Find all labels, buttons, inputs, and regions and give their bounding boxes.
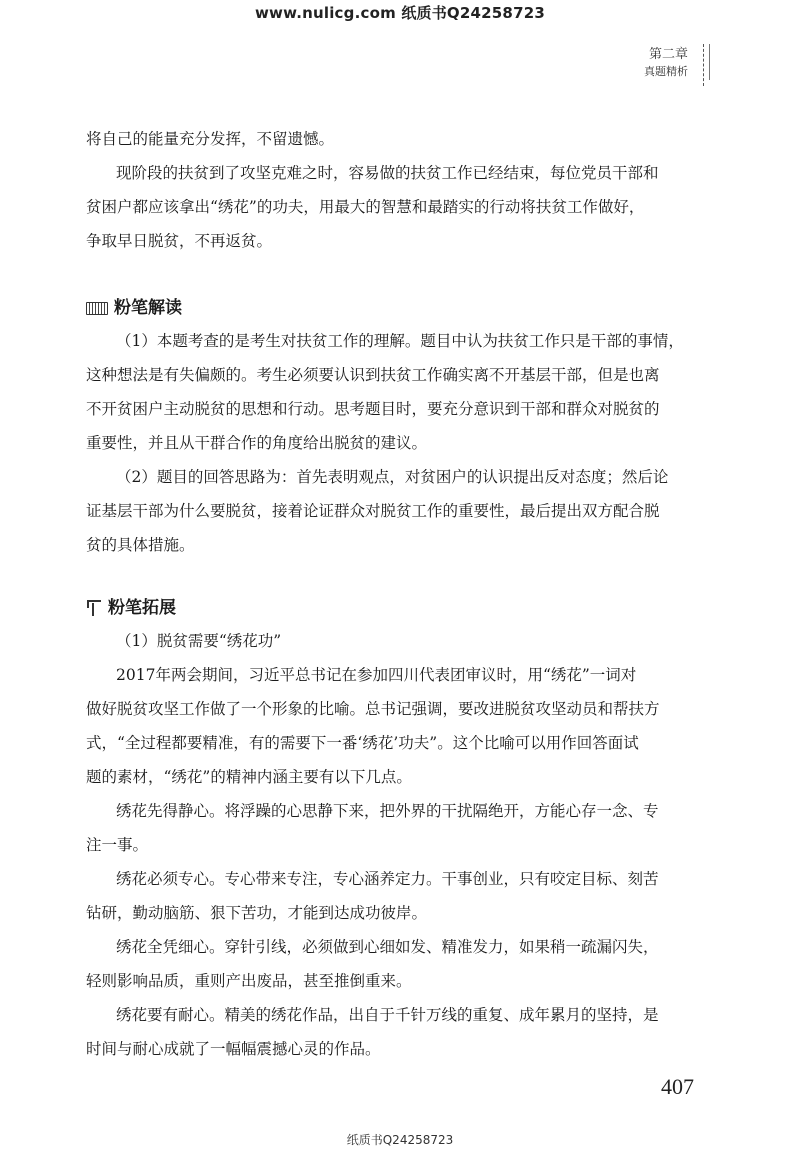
body-line: （2）题目的回答思路为：首先表明观点，对贫困户的认识提出反对态度；然后论 <box>116 468 669 486</box>
page-number: 407 <box>661 1074 694 1099</box>
body-line: 证基层干部为什么要脱贫，接着论证群众对脱贫工作的重要性，最后提出双方配合脱 <box>86 502 660 520</box>
body-line: （1）脱贫需要“绣花功” <box>116 632 282 650</box>
body-line: 绣花全凭细心。穿针引线，必须做到心细如发、精准发力，如果稍一疏漏闪失， <box>116 938 659 956</box>
body-line: 贫困户都应该拿出“绣花”的功夫，用最大的智慧和最踏实的行动将扶贫工作做好， <box>86 198 645 216</box>
body-line: 这种想法是有失偏颇的。考生必须要认识到扶贫工作确实离不开基层干部，但是也离 <box>86 366 660 384</box>
body-line: 轻则影响品质，重则产出废品，甚至推倒重来。 <box>86 972 412 990</box>
body-line: 钻研，勤动脑筋、狠下苦功，才能到达成功彼岸。 <box>86 904 428 922</box>
body-line: 绣花要有耐心。精美的绣花作品，出自于千针万线的重复、成年累月的坚持，是 <box>116 1006 659 1024</box>
body-line: 将自己的能量充分发挥，不留遗憾。 <box>86 130 335 148</box>
body-line: 做好脱贫攻坚工作做了一个形象的比喻。总书记强调，要改进脱贫攻坚动员和帮扶方 <box>86 700 660 718</box>
body-line: 时间与耐心成就了一幅幅震撼心灵的作品。 <box>86 1040 381 1058</box>
body-line: 绣花先得静心。将浮躁的心思静下来，把外界的干扰隔绝开，方能心存一念、专 <box>116 802 659 820</box>
section-title: 粉笔拓展 <box>108 598 176 618</box>
section-label: 真题精析 <box>644 65 688 78</box>
book-icon <box>86 302 108 315</box>
section-heading-extension <box>86 596 176 620</box>
body-line: （1）本题考查的是考生对扶贫工作的理解。题目中认为扶贫工作只是干部的事情， <box>116 332 684 350</box>
watermark-bottom: 纸质书Q24258723 <box>346 1133 454 1147</box>
running-head <box>644 46 688 80</box>
body-line: 题的素材，“绣花”的精神内涵主要有以下几点。 <box>86 768 412 786</box>
body-line: 重要性，并且从干群合作的角度给出脱贫的建议。 <box>86 434 428 452</box>
watermark-top: www.nulicg.com 纸质书Q24258723 <box>255 4 545 22</box>
body-line: 2017年两会期间，习近平总书记在参加四川代表团审议时，用“绣花”一词对 <box>116 666 637 684</box>
body-line: 式，“全过程都要精准，有的需要下一番‘绣花’功夫”。这个比喻可以用作回答面试 <box>86 734 639 752</box>
expand-icon <box>86 599 102 617</box>
chapter-label: 第二章 <box>648 47 688 62</box>
body-line: 绣花必须专心。专心带来专注，专心涵养定力。干事创业，只有咬定目标、刻苦 <box>116 870 659 888</box>
body-line: 争取早日脱贫，不再返贫。 <box>86 232 273 250</box>
body-line: 贫的具体措施。 <box>86 536 195 554</box>
header-rule <box>703 44 704 86</box>
header-rule-secondary <box>709 44 710 80</box>
body-line: 现阶段的扶贫到了攻坚克难之时，容易做的扶贫工作已经结束，每位党员干部和 <box>116 164 659 182</box>
section-heading-reading <box>86 296 182 320</box>
body-line: 不开贫困户主动脱贫的思想和行动。思考题目时，要充分意识到干部和群众对脱贫的 <box>86 400 660 418</box>
body-line: 注一事。 <box>86 836 149 854</box>
section-title: 粉笔解读 <box>114 298 182 318</box>
